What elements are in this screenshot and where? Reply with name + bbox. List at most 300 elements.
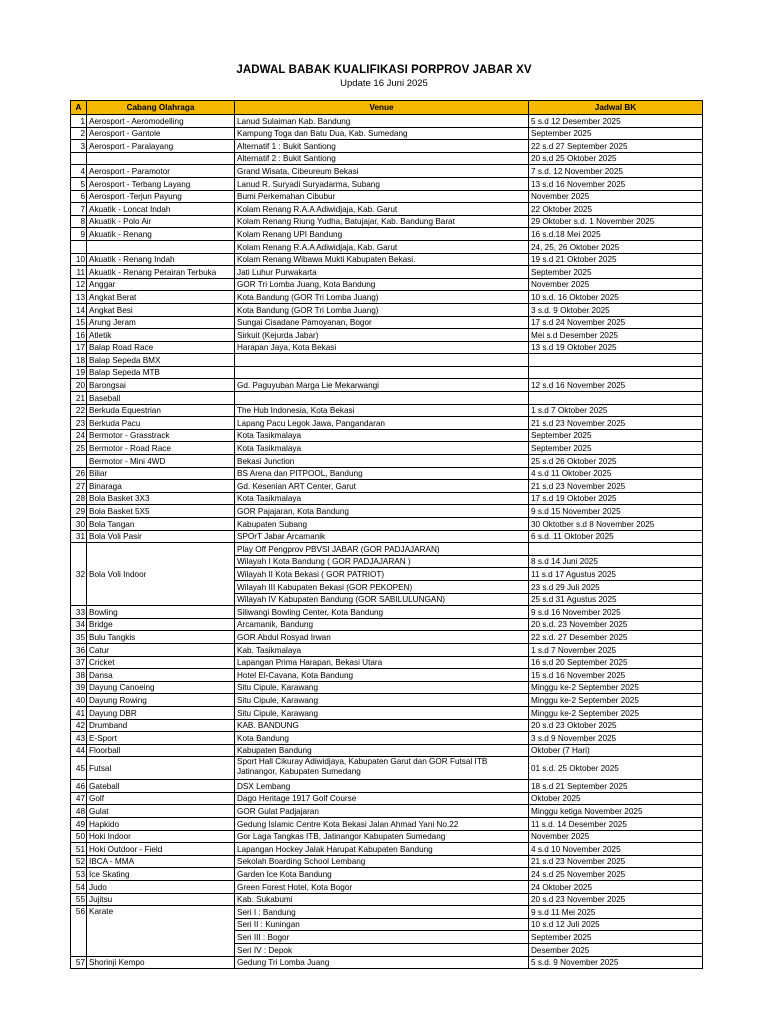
table-cell: 1 s.d 7 Oktober 2025 xyxy=(529,404,703,417)
table-cell: Kota Tasikmalaya xyxy=(235,429,529,442)
table-cell: 3 s.d. 9 Oktober 2025 xyxy=(529,303,703,316)
table-cell: 27 xyxy=(71,480,87,493)
table-row xyxy=(71,744,703,757)
table-cell: Baseball xyxy=(87,392,235,405)
table-cell: Seri II : Kuningan xyxy=(235,918,529,931)
table-cell: Dayung Rowing xyxy=(87,694,235,707)
table-cell: Bermotor - Road Race xyxy=(87,442,235,455)
table-cell: Lanud R. Suryadi Suryadarma, Subang xyxy=(235,177,529,190)
table-cell: September 2025 xyxy=(529,266,703,279)
table-cell: 52 xyxy=(71,855,87,868)
table-cell: 7 xyxy=(71,203,87,216)
table-cell: Lapangan Prima Harapan, Bekasi Utara xyxy=(235,656,529,669)
table-cell: 36 xyxy=(71,643,87,656)
table-cell: November 2025 xyxy=(529,830,703,843)
table-row xyxy=(71,492,703,505)
table-cell: 6 xyxy=(71,190,87,203)
table-cell: 14 xyxy=(71,303,87,316)
table-cell: 24 s.d 25 November 2025 xyxy=(529,868,703,881)
table-row xyxy=(71,881,703,894)
table-row xyxy=(71,543,703,556)
table-cell xyxy=(529,366,703,379)
table-cell: Oktober (7 Hari) xyxy=(529,744,703,757)
table-row xyxy=(71,177,703,190)
table-cell: 21 xyxy=(71,392,87,405)
table-cell: Minggu ke-2 September 2025 xyxy=(529,694,703,707)
table-cell: 29 xyxy=(71,505,87,518)
table-cell: Binaraga xyxy=(87,480,235,493)
table-cell: 21 s.d 23 November 2025 xyxy=(529,855,703,868)
table-cell: Bumi Perkemahan Cibubur xyxy=(235,190,529,203)
table-cell: 28 xyxy=(71,492,87,505)
table-cell: Seri IV : Depok xyxy=(235,944,529,957)
table-cell: 33 xyxy=(71,606,87,619)
table-header-row xyxy=(71,101,703,115)
table-row xyxy=(71,127,703,140)
table-row xyxy=(71,618,703,631)
table-cell: Bola Basket 3X3 xyxy=(87,492,235,505)
table-cell: Aerosport - Paramotor xyxy=(87,165,235,178)
table-cell xyxy=(71,240,87,253)
table-cell: Lapang Pacu Legok Jawa, Pangandaran xyxy=(235,417,529,430)
table-cell: Bermotor - Mini 4WD xyxy=(87,455,235,468)
table-cell: 25 s.d 31 Agustus 2025 xyxy=(529,593,703,606)
table-cell: 12 s.d 16 November 2025 xyxy=(529,379,703,392)
table-cell xyxy=(87,152,235,165)
table-cell: 24 xyxy=(71,429,87,442)
table-cell: Minggu ke-2 September 2025 xyxy=(529,706,703,719)
table-cell: Dayung DBR xyxy=(87,706,235,719)
table-cell: Gateball xyxy=(87,780,235,793)
table-cell: 4 xyxy=(71,165,87,178)
table-cell: 17 xyxy=(71,341,87,354)
table-cell: E-Sport xyxy=(87,732,235,745)
table-cell: 50 xyxy=(71,830,87,843)
table-cell: 17 s.d 24 November 2025 xyxy=(529,316,703,329)
table-cell: KAB. BANDUNG xyxy=(235,719,529,732)
table-cell: 16 xyxy=(71,329,87,342)
table-cell: Bola Voli Indoor xyxy=(87,543,235,606)
table-row xyxy=(71,606,703,619)
column-header: Venue xyxy=(235,101,529,115)
page-title: JADWAL BABAK KUALIFIKASI PORPROV JABAR XV xyxy=(236,64,532,76)
table-cell: Berkuda Equestrian xyxy=(87,404,235,417)
table-row xyxy=(71,530,703,543)
table-cell: Sport Hall Cikuray Adiwidjaya, Kabupaten Garut dan GOR Futsal ITB Jatinangor, Kabupaten Sumedang xyxy=(235,757,529,780)
table-cell: 38 xyxy=(71,669,87,682)
table-cell: 20 xyxy=(71,379,87,392)
table-cell: 24 Oktober 2025 xyxy=(529,881,703,894)
table-cell: 01 s.d. 25 Oktober 2025 xyxy=(529,757,703,780)
column-header: A xyxy=(71,101,87,115)
table-cell: Arcamanik, Bandung xyxy=(235,618,529,631)
table-cell: 46 xyxy=(71,780,87,793)
table-row xyxy=(71,805,703,818)
table-cell: 8 s.d 14 Juni 2025 xyxy=(529,555,703,568)
table-row xyxy=(71,893,703,906)
table-row xyxy=(71,392,703,405)
table-cell: Floorball xyxy=(87,744,235,757)
table-row xyxy=(71,818,703,831)
table-cell: GOR Pajajaran, Kota Bandung xyxy=(235,505,529,518)
table-cell xyxy=(235,354,529,367)
table-row xyxy=(71,518,703,531)
table-cell: GOR Tri Lomba Juang, Kota Bandung xyxy=(235,278,529,291)
table-row xyxy=(71,681,703,694)
table-cell: Hapkido xyxy=(87,818,235,831)
table-cell: GOR Gulat Padjajaran xyxy=(235,805,529,818)
table-cell: Bermotor - Grasstrack xyxy=(87,429,235,442)
table-cell: Siliwangi Bowling Center, Kota Bandung xyxy=(235,606,529,619)
table-cell: 41 xyxy=(71,706,87,719)
table-row xyxy=(71,303,703,316)
table-cell xyxy=(235,366,529,379)
table-cell: Hoki Indoor xyxy=(87,830,235,843)
table-cell: Lapangan Hockey Jalak Harupat Kabupaten Bandung xyxy=(235,843,529,856)
table-cell: 55 xyxy=(71,893,87,906)
table-row xyxy=(71,240,703,253)
table-cell: Wilayah II Kota Bekasi ( GOR PATRIOT) xyxy=(235,568,529,581)
column-header: Jadwal BK xyxy=(529,101,703,115)
table-cell: Berkuda Pacu xyxy=(87,417,235,430)
table-cell: Dago Heritage 1917 Golf Course xyxy=(235,792,529,805)
table-cell: Hoki Outdoor - Field xyxy=(87,843,235,856)
table-cell: Balap Road Race xyxy=(87,341,235,354)
table-row xyxy=(71,278,703,291)
table-cell: Aerosport - Terbang Layang xyxy=(87,177,235,190)
table-cell: September 2025 xyxy=(529,442,703,455)
table-cell: 18 s.d 21 September 2025 xyxy=(529,780,703,793)
table-cell: Kota Bandung xyxy=(235,732,529,745)
table-cell: 9 s.d 16 November 2025 xyxy=(529,606,703,619)
table-cell: Kota Bandung (GOR Tri Lomba Juang) xyxy=(235,303,529,316)
table-cell: 21 s.d 23 November 2025 xyxy=(529,480,703,493)
column-header: Cabang Olahraga xyxy=(87,101,235,115)
table-cell: Golf xyxy=(87,792,235,805)
table-cell: 19 xyxy=(71,366,87,379)
table-cell: 16 s.d.18 Mei 2025 xyxy=(529,228,703,241)
table-cell: 40 xyxy=(71,694,87,707)
table-cell: Aerosport -Terjun Payung xyxy=(87,190,235,203)
table-cell: 30 xyxy=(71,518,87,531)
table-cell: Kab. Sukabumi xyxy=(235,893,529,906)
table-cell: 44 xyxy=(71,744,87,757)
table-cell: Kolam Renang R.A.A Adiwidjaja, Kab. Garut xyxy=(235,240,529,253)
table-cell: Arung Jeram xyxy=(87,316,235,329)
table-cell: Gd. Kesenian ART Center, Garut xyxy=(235,480,529,493)
table-cell: Kolam Renang UPI Bandung xyxy=(235,228,529,241)
table-row xyxy=(71,669,703,682)
table-cell: 13 s.d 19 Oktober 2025 xyxy=(529,341,703,354)
table-cell: 19 s.d 21 Oktober 2025 xyxy=(529,253,703,266)
table-cell: 10 s.d. 16 Oktober 2025 xyxy=(529,291,703,304)
table-cell: 23 xyxy=(71,417,87,430)
table-cell: November 2025 xyxy=(529,190,703,203)
table-cell: GOR Abdul Rosyad Irwan xyxy=(235,631,529,644)
table-row xyxy=(71,442,703,455)
table-cell: 15 xyxy=(71,316,87,329)
table-cell: Angkat Besi xyxy=(87,303,235,316)
table-cell: 11 s.d 17 Agustus 2025 xyxy=(529,568,703,581)
table-row xyxy=(71,830,703,843)
table-cell: 22 s.d. 27 Desember 2025 xyxy=(529,631,703,644)
table-cell: Gedung Tri Lomba Juang xyxy=(235,956,529,969)
table-cell: Bridge xyxy=(87,618,235,631)
table-row xyxy=(71,855,703,868)
schedule-table xyxy=(70,100,703,969)
table-cell: Dayung Canoeing xyxy=(87,681,235,694)
table-cell: 13 xyxy=(71,291,87,304)
table-row xyxy=(71,354,703,367)
table-cell: Dansa xyxy=(87,669,235,682)
table-cell: Kabupaten Subang xyxy=(235,518,529,531)
table-cell: Anggar xyxy=(87,278,235,291)
table-row xyxy=(71,417,703,430)
table-cell: 31 xyxy=(71,530,87,543)
table-row xyxy=(71,732,703,745)
table-cell: DSX Lembang xyxy=(235,780,529,793)
table-cell: 42 xyxy=(71,719,87,732)
table-row xyxy=(71,228,703,241)
table-row xyxy=(71,379,703,392)
table-cell: Kolam Renang Riung Yudha, Batujajar, Kab. Bandung Barat xyxy=(235,215,529,228)
table-row xyxy=(71,329,703,342)
table-cell: Aerosport - Paralayang xyxy=(87,140,235,153)
table-cell: Akuatik - Loncat Indah xyxy=(87,203,235,216)
table-cell: The Hub Indonesia, Kota Bekasi xyxy=(235,404,529,417)
table-cell: 21 s.d 23 November 2025 xyxy=(529,417,703,430)
table-cell: Futsal xyxy=(87,757,235,780)
table-cell: 11 xyxy=(71,266,87,279)
table-row xyxy=(71,190,703,203)
table-cell: 12 xyxy=(71,278,87,291)
table-row xyxy=(71,906,703,919)
table-cell: Bola Tangan xyxy=(87,518,235,531)
table-cell: 25 xyxy=(71,442,87,455)
table-cell: Seri I : Bandung xyxy=(235,906,529,919)
table-cell: 5 s.d. 9 November 2025 xyxy=(529,956,703,969)
table-cell: Judo xyxy=(87,881,235,894)
table-cell: Bowling xyxy=(87,606,235,619)
table-row xyxy=(71,480,703,493)
table-row xyxy=(71,316,703,329)
table-cell: 43 xyxy=(71,732,87,745)
table-body xyxy=(71,115,703,969)
table-row xyxy=(71,467,703,480)
table-cell: 37 xyxy=(71,656,87,669)
table-cell: Harapan Jaya, Kota Bekasi xyxy=(235,341,529,354)
table-row xyxy=(71,694,703,707)
table-cell: 17 s.d 19 Oktober 2025 xyxy=(529,492,703,505)
table-cell: 2 xyxy=(71,127,87,140)
table-cell: Ice Skating xyxy=(87,868,235,881)
table-cell: Situ Cipule, Karawang xyxy=(235,706,529,719)
table-cell xyxy=(71,152,87,165)
table-cell: 24, 25, 26 Oktober 2025 xyxy=(529,240,703,253)
table-cell: Kab. Tasikmalaya xyxy=(235,643,529,656)
table-cell: Oktober 2025 xyxy=(529,792,703,805)
table-cell: Aerosport - Gantole xyxy=(87,127,235,140)
table-row xyxy=(71,429,703,442)
table-cell: September 2025 xyxy=(529,429,703,442)
table-cell: 51 xyxy=(71,843,87,856)
table-row xyxy=(71,455,703,468)
table-cell: Gedung Islamic Centre Kota Bekasi Jalan Ahmad Yani No.22 xyxy=(235,818,529,831)
table-cell: 39 xyxy=(71,681,87,694)
table-cell: 25 s.d 26 Oktober 2025 xyxy=(529,455,703,468)
table-cell: Balap Sepeda MTB xyxy=(87,366,235,379)
table-row xyxy=(71,366,703,379)
table-cell: Bulu Tangkis xyxy=(87,631,235,644)
table-cell: 9 s.d 11 Mei 2025 xyxy=(529,906,703,919)
table-cell xyxy=(529,392,703,405)
table-cell: Play Off Pengprov PBVSI JABAR (GOR PADJAJARAN) xyxy=(235,543,529,556)
table-cell: 49 xyxy=(71,818,87,831)
table-cell: 20 s.d. 23 November 2025 xyxy=(529,618,703,631)
table-cell: 20 s.d 23 Oktober 2025 xyxy=(529,719,703,732)
table-cell: Balap Sepeda BMX xyxy=(87,354,235,367)
table-cell: Jati Luhur Purwakarta xyxy=(235,266,529,279)
table-row xyxy=(71,757,703,780)
table-cell: 18 xyxy=(71,354,87,367)
table-cell xyxy=(235,392,529,405)
table-cell: 29 Oktober s.d. 1 November 2025 xyxy=(529,215,703,228)
table-cell xyxy=(71,455,87,468)
table-cell: Minggu ketiga November 2025 xyxy=(529,805,703,818)
table-row xyxy=(71,253,703,266)
table-cell: Minggu ke-2 September 2025 xyxy=(529,681,703,694)
table-row xyxy=(71,140,703,153)
table-row xyxy=(71,404,703,417)
table-row xyxy=(71,956,703,969)
table-row xyxy=(71,792,703,805)
table-cell: 16 s.d 20 September 2025 xyxy=(529,656,703,669)
table-cell: Wilayah III Kabupaten Bekasi (GOR PEKOPEN) xyxy=(235,580,529,593)
table-row xyxy=(71,505,703,518)
table-cell: Alternatif 1 : Bukit Santiong xyxy=(235,140,529,153)
table-cell: Grand Wisata, Cibeureum Bekasi xyxy=(235,165,529,178)
table-cell: 4 s.d 11 Oktober 2025 xyxy=(529,467,703,480)
table-cell xyxy=(529,543,703,556)
table-cell: Akuatik - Renang Perairan Terbuka xyxy=(87,266,235,279)
table-cell: 23 s.d 29 Juli 2025 xyxy=(529,580,703,593)
table-cell: Angkat Berat xyxy=(87,291,235,304)
table-cell: 4 s.d 10 November 2025 xyxy=(529,843,703,856)
table-row xyxy=(71,719,703,732)
table-cell: 22 xyxy=(71,404,87,417)
table-cell: Akuatik - Renang Indah xyxy=(87,253,235,266)
table-cell: 1 s.d 7 November 2025 xyxy=(529,643,703,656)
table-cell: 3 s.d 9 November 2025 xyxy=(529,732,703,745)
table-cell: Kampung Toga dan Batu Dua, Kab. Sumedang xyxy=(235,127,529,140)
table-row xyxy=(71,643,703,656)
table-cell xyxy=(529,354,703,367)
table-cell: Gor Laga Tangkas ITB, Jatinangor Kabupaten Sumedang xyxy=(235,830,529,843)
table-cell: 7 s.d. 12 November 2025 xyxy=(529,165,703,178)
table-cell: Kota Bandung (GOR Tri Lomba Juang) xyxy=(235,291,529,304)
table-row xyxy=(71,203,703,216)
table-cell: Mei s.d Desember 2025 xyxy=(529,329,703,342)
table-cell: Situ Cipule, Karawang xyxy=(235,694,529,707)
table-cell: 3 xyxy=(71,140,87,153)
table-cell: 8 xyxy=(71,215,87,228)
table-cell: 13 s.d 16 November 2025 xyxy=(529,177,703,190)
table-cell: Hotel El-Cavana, Kota Bandung xyxy=(235,669,529,682)
table-cell: Green Forest Hotel, Kota Bogor xyxy=(235,881,529,894)
table-cell: 57 xyxy=(71,956,87,969)
table-cell: Akuatik - Renang xyxy=(87,228,235,241)
table-cell: Alternatif 2 : Bukit Santiong xyxy=(235,152,529,165)
table-cell: Karate xyxy=(87,906,235,956)
table-cell: 30 Oktotber s.d 8 November 2025 xyxy=(529,518,703,531)
table-cell: Shorinji Kempo xyxy=(87,956,235,969)
table-cell: Sekolah Boarding School Lembang xyxy=(235,855,529,868)
table-row xyxy=(71,780,703,793)
table-row xyxy=(71,266,703,279)
table-cell: 15 s.d 16 November 2025 xyxy=(529,669,703,682)
table-cell: 45 xyxy=(71,757,87,780)
table-cell: Sirkuit (Kejurda Jabar) xyxy=(235,329,529,342)
table-cell: Bola Voli Pasir xyxy=(87,530,235,543)
table-cell: Kabupaten Bandung xyxy=(235,744,529,757)
table-cell: Garden Ice Kota Bandung xyxy=(235,868,529,881)
table-cell: September 2025 xyxy=(529,127,703,140)
table-cell: 26 xyxy=(71,467,87,480)
table-cell: Kota Tasikmalaya xyxy=(235,442,529,455)
table-cell: September 2025 xyxy=(529,931,703,944)
table-row xyxy=(71,152,703,165)
table-cell: Jujitsu xyxy=(87,893,235,906)
table-cell: Sungai Cisadane Pamoyanan, Bogor xyxy=(235,316,529,329)
table-cell: 6 s.d. 11 Oktober 2025 xyxy=(529,530,703,543)
table-cell: Lanud Sulaiman Kab. Bandung xyxy=(235,115,529,128)
table-cell: Aerosport - Aeromodelling xyxy=(87,115,235,128)
table-cell: 48 xyxy=(71,805,87,818)
table-cell: Kolam Renang Wibawa Mukti Kabupaten Bekasi. xyxy=(235,253,529,266)
table-row xyxy=(71,291,703,304)
table-row xyxy=(71,656,703,669)
table-cell: 53 xyxy=(71,868,87,881)
table-cell: 32 xyxy=(71,543,87,606)
table-cell: Bekasi Junction xyxy=(235,455,529,468)
table-cell: November 2025 xyxy=(529,278,703,291)
table-cell: 20 s.d 23 November 2025 xyxy=(529,893,703,906)
table-cell: 22 Oktober 2025 xyxy=(529,203,703,216)
table-cell: 1 xyxy=(71,115,87,128)
table-cell: Atletik xyxy=(87,329,235,342)
table-cell: 34 xyxy=(71,618,87,631)
table-cell: 11 s.d. 14 Desember 2025 xyxy=(529,818,703,831)
table-cell: BS Arena dan PITPOOL, Bandung xyxy=(235,467,529,480)
table-row xyxy=(71,115,703,128)
table-row xyxy=(71,868,703,881)
table-cell: Barongsai xyxy=(87,379,235,392)
table-row xyxy=(71,215,703,228)
table-cell: 10 s.d 12 Juli 2025 xyxy=(529,918,703,931)
table-cell: 9 xyxy=(71,228,87,241)
table-cell: 9 s.d 15 November 2025 xyxy=(529,505,703,518)
table-cell: IBCA - MMA xyxy=(87,855,235,868)
table-row xyxy=(71,706,703,719)
table-cell: 10 xyxy=(71,253,87,266)
table-cell: Akuatik - Polo Air xyxy=(87,215,235,228)
table-cell: 35 xyxy=(71,631,87,644)
table-cell: 47 xyxy=(71,792,87,805)
table-cell: Drumband xyxy=(87,719,235,732)
table-cell: Bola Basket 5X5 xyxy=(87,505,235,518)
table-cell: 20 s.d 25 Oktober 2025 xyxy=(529,152,703,165)
table-cell: Biliar xyxy=(87,467,235,480)
